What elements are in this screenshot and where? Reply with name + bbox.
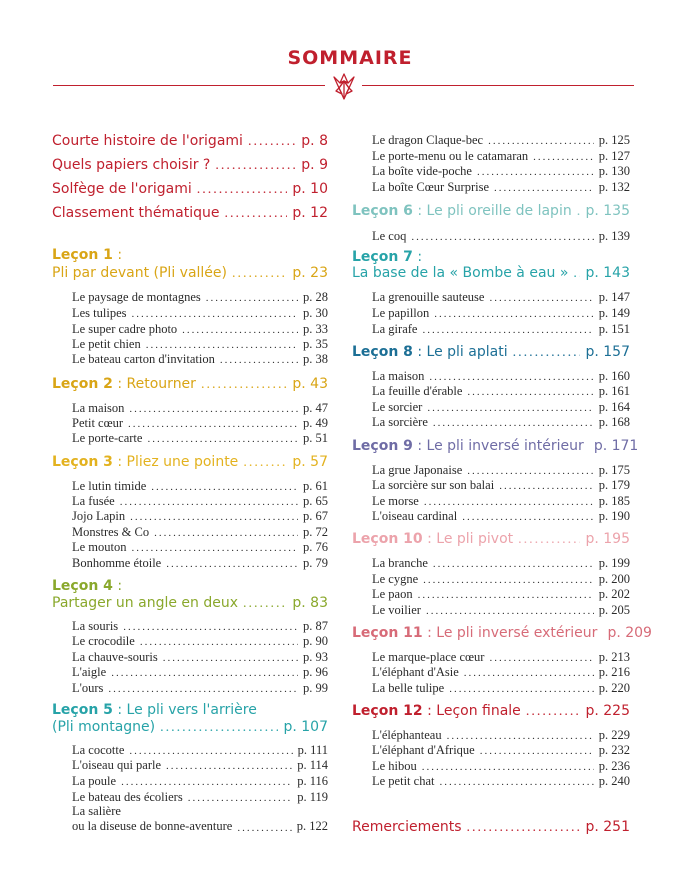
toc-entry[interactable]: Le crocodile ..... p. 90	[72, 634, 328, 649]
toc-entry[interactable]: L'éléphant d'Afrique ..... p. 232	[372, 743, 630, 758]
toc-entry[interactable]: Solfège de l'origami ..... p. 10	[52, 181, 328, 198]
toc-entry[interactable]: Le lutin timide ..... p. 61	[72, 479, 328, 494]
toc-entry[interactable]: L'ours ..... p. 99	[72, 681, 328, 696]
toc-entry[interactable]: Le petit chat ..... p. 240	[372, 774, 630, 789]
toc-entry[interactable]: Le coq ..... p. 139	[372, 229, 630, 244]
toc-entry[interactable]: Le marque-place cœur ..... p. 213	[372, 650, 630, 665]
toc-entry[interactable]: L'aigle ..... p. 96	[72, 665, 328, 680]
toc-entry[interactable]: Le bateau des écoliers ..... p. 119	[72, 790, 328, 805]
toc-entry[interactable]: La boîte Cœur Surprise ..... p. 132	[372, 180, 630, 195]
toc-entry[interactable]: L'éléphanteau ..... p. 229	[372, 728, 630, 743]
toc-entry[interactable]: La grenouille sauteuse ..... p. 147	[372, 290, 630, 305]
lesson-4-title[interactable]: Partager un angle en deux ..... p. 83	[52, 595, 328, 612]
toc-entry[interactable]: Le sorcier ..... p. 164	[372, 400, 630, 415]
toc-entry[interactable]: Le hibou ..... p. 236	[372, 759, 630, 774]
lesson-11-title[interactable]: Leçon 11 : Le pli inversé extérieur p. 209	[352, 625, 652, 641]
toc-entry[interactable]: La sorcière sur son balai ..... p. 179	[372, 478, 630, 493]
toc-entry[interactable]: Le porte-carte ..... p. 51	[72, 431, 328, 446]
toc-entry[interactable]: Les tulipes ..... p. 30	[72, 306, 328, 321]
toc-entry[interactable]: L'oiseau qui parle ..... p. 114	[72, 758, 328, 773]
toc-entry[interactable]: Le cygne ..... p. 200	[372, 572, 630, 587]
toc-entry[interactable]: La feuille d'érable ..... p. 161	[372, 384, 630, 399]
toc-entry[interactable]: Le paon ..... p. 202	[372, 587, 630, 602]
toc-entry[interactable]: Courte histoire de l'origami ..... p. 8	[52, 133, 328, 150]
toc-entry[interactable]: La chauve-souris ..... p. 93	[72, 650, 328, 665]
toc-entry[interactable]: Le bateau carton d'invitation ..... p. 38	[72, 352, 328, 367]
title-rule-right	[362, 85, 634, 86]
toc-entry[interactable]: La boîte vide-poche ..... p. 130	[372, 164, 630, 179]
toc-entry[interactable]: Classement thématique ..... p. 12	[52, 205, 328, 222]
toc-entry[interactable]: Le papillon ..... p. 149	[372, 306, 630, 321]
toc-entry[interactable]: Le dragon Claque-bec ..... p. 125	[372, 133, 630, 148]
toc-entry[interactable]: La maison ..... p. 160	[372, 369, 630, 384]
toc-entry[interactable]: La fusée ..... p. 65	[72, 494, 328, 509]
lesson-5-title[interactable]: (Pli montagne) ..... p. 107	[52, 719, 328, 736]
toc-entry[interactable]: Le voilier ..... p. 205	[372, 603, 630, 618]
toc-entry[interactable]: La maison ..... p. 47	[72, 401, 328, 416]
title-rule-left	[53, 85, 325, 86]
lesson-7-title[interactable]: La base de la « Bombe à eau » ..... p. 143	[352, 265, 630, 282]
lesson-6-title[interactable]: Leçon 6 : Le pli oreille de lapin ..... p. 135	[352, 203, 630, 220]
lesson-12-title[interactable]: Leçon 12 : Leçon finale ..... p. 225	[352, 703, 630, 720]
toc-entry[interactable]: Le mouton ..... p. 76	[72, 540, 328, 555]
lesson-5-heading: Leçon 5 : Le pli vers l'arrière	[52, 702, 257, 718]
toc-entry[interactable]: Le paysage de montagnes ..... p. 28	[72, 290, 328, 305]
toc-entry[interactable]: La poule ..... p. 116	[72, 774, 328, 789]
toc-entry[interactable]: La girafe ..... p. 151	[372, 322, 630, 337]
toc-entry[interactable]: L'oiseau cardinal ..... p. 190	[372, 509, 630, 524]
toc-entry[interactable]: La grue Japonaise ..... p. 175	[372, 463, 630, 478]
toc-entry[interactable]: Le porte-menu ou le catamaran ..... p. 127	[372, 149, 630, 164]
toc-entry[interactable]: La souris ..... p. 87	[72, 619, 328, 634]
toc-entry-remerciements[interactable]: Remerciements ..... p. 251	[352, 819, 630, 836]
toc-entry[interactable]: Le petit chien ..... p. 35	[72, 337, 328, 352]
lesson-3-title[interactable]: Leçon 3 : Pliez une pointe ..... p. 57	[52, 454, 328, 471]
toc-entry[interactable]: La cocotte ..... p. 111	[72, 743, 328, 758]
toc-entry[interactable]: Quels papiers choisir ? ..... p. 9	[52, 157, 328, 174]
toc-entry[interactable]: Le super cadre photo ..... p. 33	[72, 322, 328, 337]
lesson-9-title[interactable]: Leçon 9 : Le pli inversé intérieur p. 171	[352, 438, 639, 454]
toc-entry[interactable]: Le morse ..... p. 185	[372, 494, 630, 509]
toc-entry[interactable]: La branche ..... p. 199	[372, 556, 630, 571]
lesson-7-heading: Leçon 7 :	[352, 249, 423, 265]
toc-entry[interactable]: L'éléphant d'Asie ..... p. 216	[372, 665, 630, 680]
lesson-1-title[interactable]: Pli par devant (Pli vallée) ..... p. 23	[52, 265, 328, 282]
toc-entry[interactable]: Bonhomme étoile ..... p. 79	[72, 556, 328, 571]
toc-entry[interactable]: La sorcière ..... p. 168	[372, 415, 630, 430]
toc-entry[interactable]: Petit cœur ..... p. 49	[72, 416, 328, 431]
lesson-2-title[interactable]: Leçon 2 : Retourner ..... p. 43	[52, 376, 328, 393]
toc-entry[interactable]: La salière ou la diseuse de bonne-aventure ..... p. 122	[72, 804, 328, 834]
lesson-4-heading: Leçon 4 :	[52, 578, 123, 594]
toc-entry[interactable]: Jojo Lapin ..... p. 67	[72, 509, 328, 524]
lesson-8-title[interactable]: Leçon 8 : Le pli aplati ..... p. 157	[352, 344, 630, 361]
origami-crane-icon	[330, 71, 358, 103]
page-title: SOMMAIRE	[287, 47, 413, 69]
toc-entry[interactable]: La belle tulipe ..... p. 220	[372, 681, 630, 696]
lesson-1-heading: Leçon 1 :	[52, 247, 123, 263]
toc-entry[interactable]: Monstres & Co ..... p. 72	[72, 525, 328, 540]
lesson-10-title[interactable]: Leçon 10 : Le pli pivot ..... p. 195	[352, 531, 630, 548]
